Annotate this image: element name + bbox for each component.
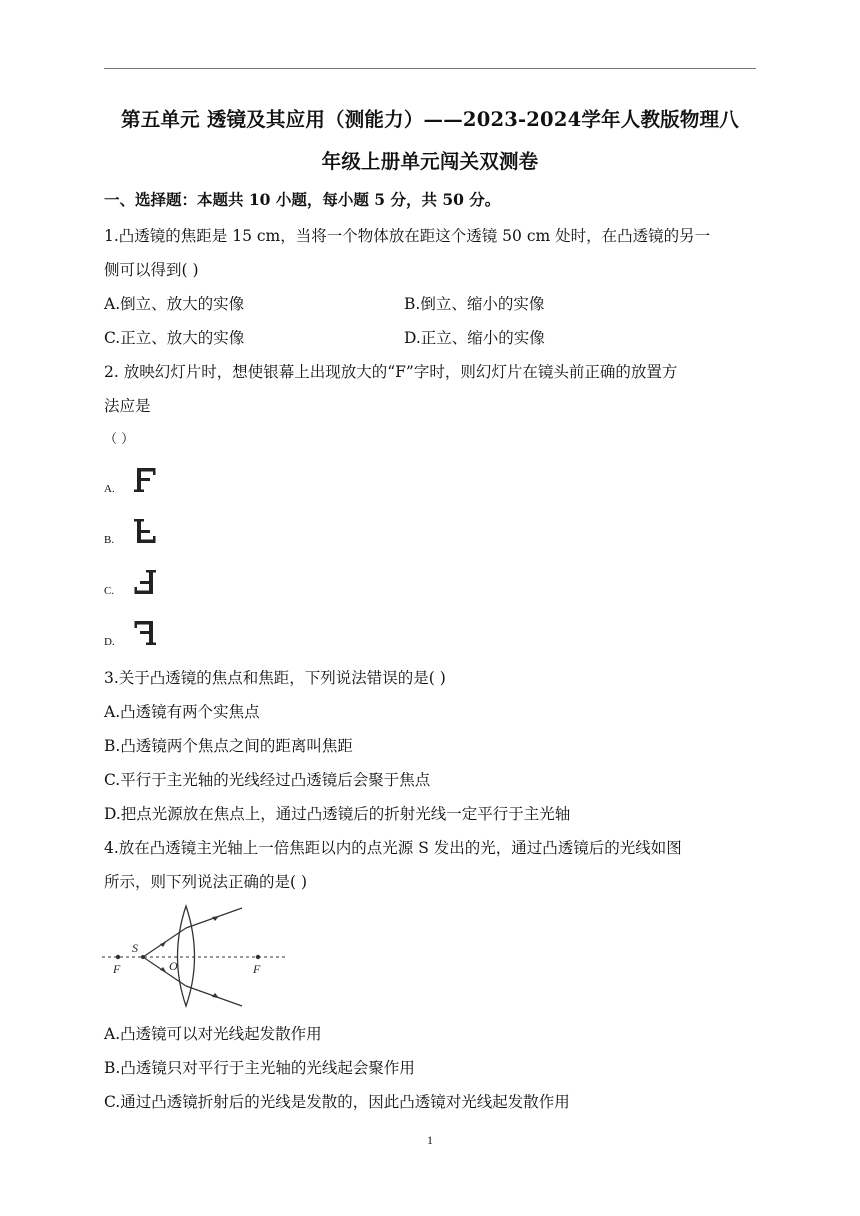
q1-option-a: A.倒立、放大的实像	[104, 295, 245, 313]
q1-option-d: D.正立、缩小的实像	[404, 329, 545, 347]
f-mirrored-icon	[131, 617, 161, 649]
section-heading: 一、选择题：本题共 10 小题，每小题 5 分，共 50 分。	[104, 190, 501, 209]
q3-stem: 3.关于凸透镜的焦点和焦距，下列说法错误的是( )	[104, 669, 446, 687]
label-f-right: F	[253, 962, 261, 976]
q1-option-c: C.正立、放大的实像	[104, 329, 245, 347]
page-number: 1	[427, 1133, 433, 1147]
q4-option-c: C.通过凸透镜折射后的光线是发散的，因此凸透镜对光线起发散作用	[104, 1093, 570, 1111]
focal-point-right	[256, 955, 260, 959]
q2-option-d-label: D.	[104, 636, 115, 648]
q2-stem-line1: 2. 放映幻灯片时，想使银幕上出现放大的“F”字时，则幻灯片在镜头前正确的放置方	[104, 363, 678, 381]
q3-option-d: D.把点光源放在焦点上，通过凸透镜后的折射光线一定平行于主光轴	[104, 805, 571, 823]
f-rotated-180-icon	[131, 566, 161, 598]
q4-option-b: B.凸透镜只对平行于主光轴的光线起会聚作用	[104, 1059, 415, 1077]
q1-option-b: B.倒立、缩小的实像	[404, 295, 545, 313]
q3-option-b: B.凸透镜两个焦点之间的距离叫焦距	[104, 737, 353, 755]
q4-stem-line1: 4.放在凸透镜主光轴上一倍焦距以内的点光源 S 发出的光，通过凸透镜后的光线如图	[104, 839, 682, 857]
q3-option-c: C.平行于主光轴的光线经过凸透镜后会聚于焦点	[104, 771, 431, 789]
q4-stem-line2: 所示，则下列说法正确的是( )	[104, 873, 308, 891]
arrow-upper-incident	[160, 942, 166, 947]
label-s: S	[132, 941, 138, 955]
q1-stem-line1: 1.凸透镜的焦距是 15 cm，当将一个物体放在距这个透镜 50 cm 处时，在凸透镜的另一	[104, 227, 711, 245]
convex-lens-diagram	[100, 900, 290, 1010]
q1-stem-line2: 侧可以得到( )	[104, 261, 199, 279]
page-title-line1: 第五单元 透镜及其应用（测能力）——2023-2024学年人教版物理八	[121, 108, 739, 131]
focal-point-left	[116, 955, 120, 959]
label-f-left: F	[113, 962, 121, 976]
q4-option-a: A.凸透镜可以对光线起发散作用	[104, 1025, 322, 1043]
f-upright-icon	[131, 464, 161, 496]
f-upside-down-icon	[131, 515, 161, 547]
label-o: O	[169, 959, 178, 973]
q2-option-b-label: B.	[104, 534, 115, 546]
arrow-lower-incident	[160, 967, 166, 972]
point-source-s	[141, 955, 145, 959]
convex-lens-shape	[178, 906, 195, 1006]
page-title-line2: 年级上册单元闯关双测卷	[321, 150, 539, 173]
q2-option-a-label: A.	[104, 483, 115, 495]
q2-option-c-label: C.	[104, 585, 115, 597]
q3-option-a: A.凸透镜有两个实焦点	[104, 703, 260, 721]
header-rule	[104, 68, 756, 69]
q2-answer-paren: （ ）	[104, 432, 135, 447]
q2-stem-line2: 法应是	[104, 397, 151, 415]
